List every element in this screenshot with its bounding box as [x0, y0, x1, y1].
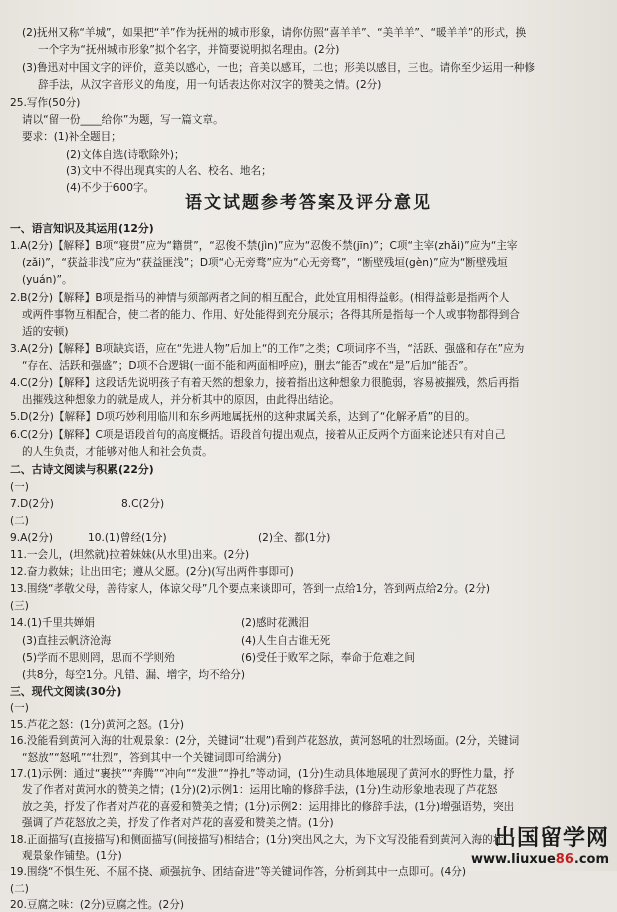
question-24-3-line1: (3)鲁迅对中国文字的评价，意美以感心，一也；音美以感耳，二也；形美以感目，三也。请你至少运用一种修 — [22, 62, 535, 74]
watermark-url-suffix: .com — [573, 852, 609, 867]
answer-17-line4: 强调了芦花怒放之美，抒发了作者对芦花的喜爱和赞美之情。(1分) — [22, 817, 334, 830]
answer-14-row1 — [10, 616, 610, 630]
answer-3-line1: 3.A(2分)【解释】B项缺宾语，应在“先进人物”后加上“的工作”之类；C项词序不当，“活跃、强盛和存在”应为 — [10, 343, 525, 355]
question-25-req-2: (2)文体自选(诗歌除外)； — [66, 149, 185, 161]
answer-17-line3: 放之美，抒发了作者对芦花的喜爱和赞美之情；(1分)示例2：运用排比的修辞手法，(1分)增强语势，突出 — [22, 800, 515, 813]
answer-14-1: 14.(1)千里共婵娟 — [10, 617, 95, 629]
answer-17-line2: 发了作者对黄河水的赞美之情；(1分)(2)示例1：运用比喻的修辞手法，(1分)生动形象地表现了芦花怒 — [22, 784, 498, 797]
answer-14-2: (2)感时花溅泪 — [241, 617, 309, 629]
section-2-heading: 二、古诗文阅读与积累(22分) — [10, 463, 154, 476]
question-24-2-line1: (2)抚州又称“羊城”，如果把“羊”作为抚州的城市形象，请你仿照“喜羊羊”、“美羊羊”、“暖羊羊”的形式，换 — [22, 27, 527, 39]
answer-13: 13.围绕“孝敬父母，善待家人，体谅父母”几个要点来谈即可，答到一点给1分，答到两点给2分。(2分) — [10, 583, 491, 595]
answer-2-line3: 适的安顿) — [22, 326, 69, 338]
answer-16-line1: 16.没能看到黄河入海的壮观景象：(2分，关键词“壮观”)看到芦花怒放，黄河怒吼的壮烈场面。(2分，关键词 — [10, 735, 520, 748]
site-watermark — [471, 821, 609, 867]
answer-6-line2: 的人生负责，才能够对他人和社会负责。 — [22, 446, 213, 458]
question-25-req-3: (3)文中不得出现真实的人名、校名、地名； — [66, 165, 272, 177]
part-2-marker: (二) — [10, 515, 29, 527]
question-25-req-1: 要求：(1)补全题目； — [22, 131, 122, 143]
answer-14-5: (5)学而不思则罔，思而不学则殆 — [22, 652, 175, 664]
answer-2-line2: 或两件事物互相配合，使二者的能力、作用、好处能得到充分展示；各得其所是指每一个人或事物都得到合 — [22, 309, 520, 321]
answers-9-10-row — [10, 531, 610, 545]
answer-16-line2: “怒放”“怒吼”“壮烈”，答到其中一个关键词即可给满分) — [22, 751, 282, 764]
answer-11: 11.一会儿，(坦然就)拉着妹妹(从水里)出来。(2分) — [10, 549, 250, 561]
answer-3-line2: “存在、活跃和强盛”；D项不合逻辑(一面不能和两面相呼应)，删去“能否”或在“是”后加“能否”。 — [22, 360, 475, 372]
answer-2-line1: 2.B(2分)【解释】B项是指马的神情与须部两者之间的相互配合，此处宜用相得益彰。(相得益彰是指两个人 — [10, 292, 510, 304]
answer-14-3: (3)直挂云帆济沧海 — [22, 635, 112, 647]
answer-10-1: 10.(1)曾经(1分) — [88, 532, 167, 544]
answer-1-line3: (yuán)”。 — [22, 274, 73, 286]
answer-key-title: 语文试题参考答案及评分意见 — [185, 193, 432, 213]
answer-14-scoring: (共8分，每空1分。凡错、漏、增字，均不给分) — [22, 669, 246, 681]
answer-14-4: (4)人生自古谁无死 — [241, 635, 331, 647]
question-24-3-line2: 辞手法，从汉字音形义的角度，用一句话表达你对汉字的赞美之情。(2分) — [38, 79, 382, 91]
section-1-heading: 一、语言知识及其运用(12分) — [10, 222, 154, 235]
answer-20: 20.豆腐之味：(2分)豆腐之性。(2分) — [10, 899, 184, 912]
answer-18-line2: 观景象作铺垫。(1分) — [22, 850, 122, 862]
question-25-heading: 25.写作(50分) — [10, 97, 81, 109]
answer-9: 9.A(2分) — [10, 532, 53, 544]
answer-15: 15.芦花之怒：(1分)黄河之怒。(1分) — [10, 718, 184, 731]
answer-5: 5.D(2分)【解释】D项巧妙利用临川和东乡两地属抚州的这种隶属关系，达到了“化解矛盾”的目的。 — [10, 411, 476, 423]
answer-8: 8.C(2分) — [121, 498, 165, 510]
section-3-heading: 三、现代文阅读(30分) — [10, 685, 122, 698]
answer-1-line1: 1.A(2分)【解释】B项“寝贯”应为“籍贯”，“忍俊不禁(jìn)”应为“忍俊不禁(jīn)”；C项“主宰(zhǎi)”应为“主宰 — [10, 240, 518, 252]
part-1-marker: (一) — [10, 481, 29, 493]
part-4-marker: (一) — [10, 702, 29, 715]
answer-1-line2: (zǎi)”，“获益非浅”应为“获益匪浅”；D项“心无旁骛”应为“心无旁骛”，“断壁残垣(gèn)”应为“断壁残垣 — [22, 257, 508, 269]
watermark-url-number: 86 — [555, 852, 574, 867]
question-25-prompt: 请以“留一份____给你”为题，写一篇文章。 — [22, 114, 224, 126]
question-25-req-4: (4)不少于600字。 — [66, 182, 155, 194]
answer-14-row3 — [22, 651, 610, 665]
part-3-marker: (三) — [10, 600, 29, 612]
answer-19: 19.围绕“不惧生死、不屈不挠、顽强抗争、团结奋进”等关键词作答，分析到其中一点即可。(4分) — [10, 866, 466, 879]
answer-4-line1: 4.C(2分)【解释】这段话先说明孩子有着天然的想象力，接着指出这种想象力很脆弱，容易被摧残，然后再指 — [10, 377, 520, 389]
question-24-2-line2: 一个字为“抚州城市形象”拟个名字，并简要说明拟名理由。(2分) — [38, 44, 340, 56]
answer-18-line1: 18.正面描写(直接描写)和侧面描写(间接描写)相结合；(1分)突出风之大，为下文写没能看到黄河入海的壮 — [10, 833, 504, 846]
watermark-url — [471, 852, 609, 867]
answer-6-line1: 6.C(2分)【解释】C项是语段首句的高度概括。语段首句提出观点，接着从正反两个方面来论述只有对自己 — [10, 429, 506, 441]
part-5-marker: (二) — [10, 882, 29, 895]
answer-4-line2: 出摧残这种想象力的就是成人，并分析其中的原因，由此得出结论。 — [22, 394, 340, 406]
watermark-url-prefix: www.liuxue — [471, 852, 556, 867]
answer-14-6: (6)受任于败军之际，奉命于危难之间 — [241, 652, 415, 664]
answer-12: 12.奋力救妹；让出田宅；遵从父愿。(2分)(写出两件事即可) — [10, 566, 294, 578]
answer-10-2: (2)全、都(1分) — [258, 532, 331, 544]
answers-7-8-row — [10, 497, 610, 511]
watermark-brand: 出国留学网 — [493, 826, 609, 851]
answer-17-line1: 17.(1)示例：通过“裹挟”“奔腾”“冲向”“发泄”“挣扎”等动词，(1分)生动具体地展现了黄河水的野性力量，抒 — [10, 768, 515, 780]
answer-7: 7.D(2分) — [10, 498, 54, 510]
answer-14-row2 — [22, 634, 610, 648]
